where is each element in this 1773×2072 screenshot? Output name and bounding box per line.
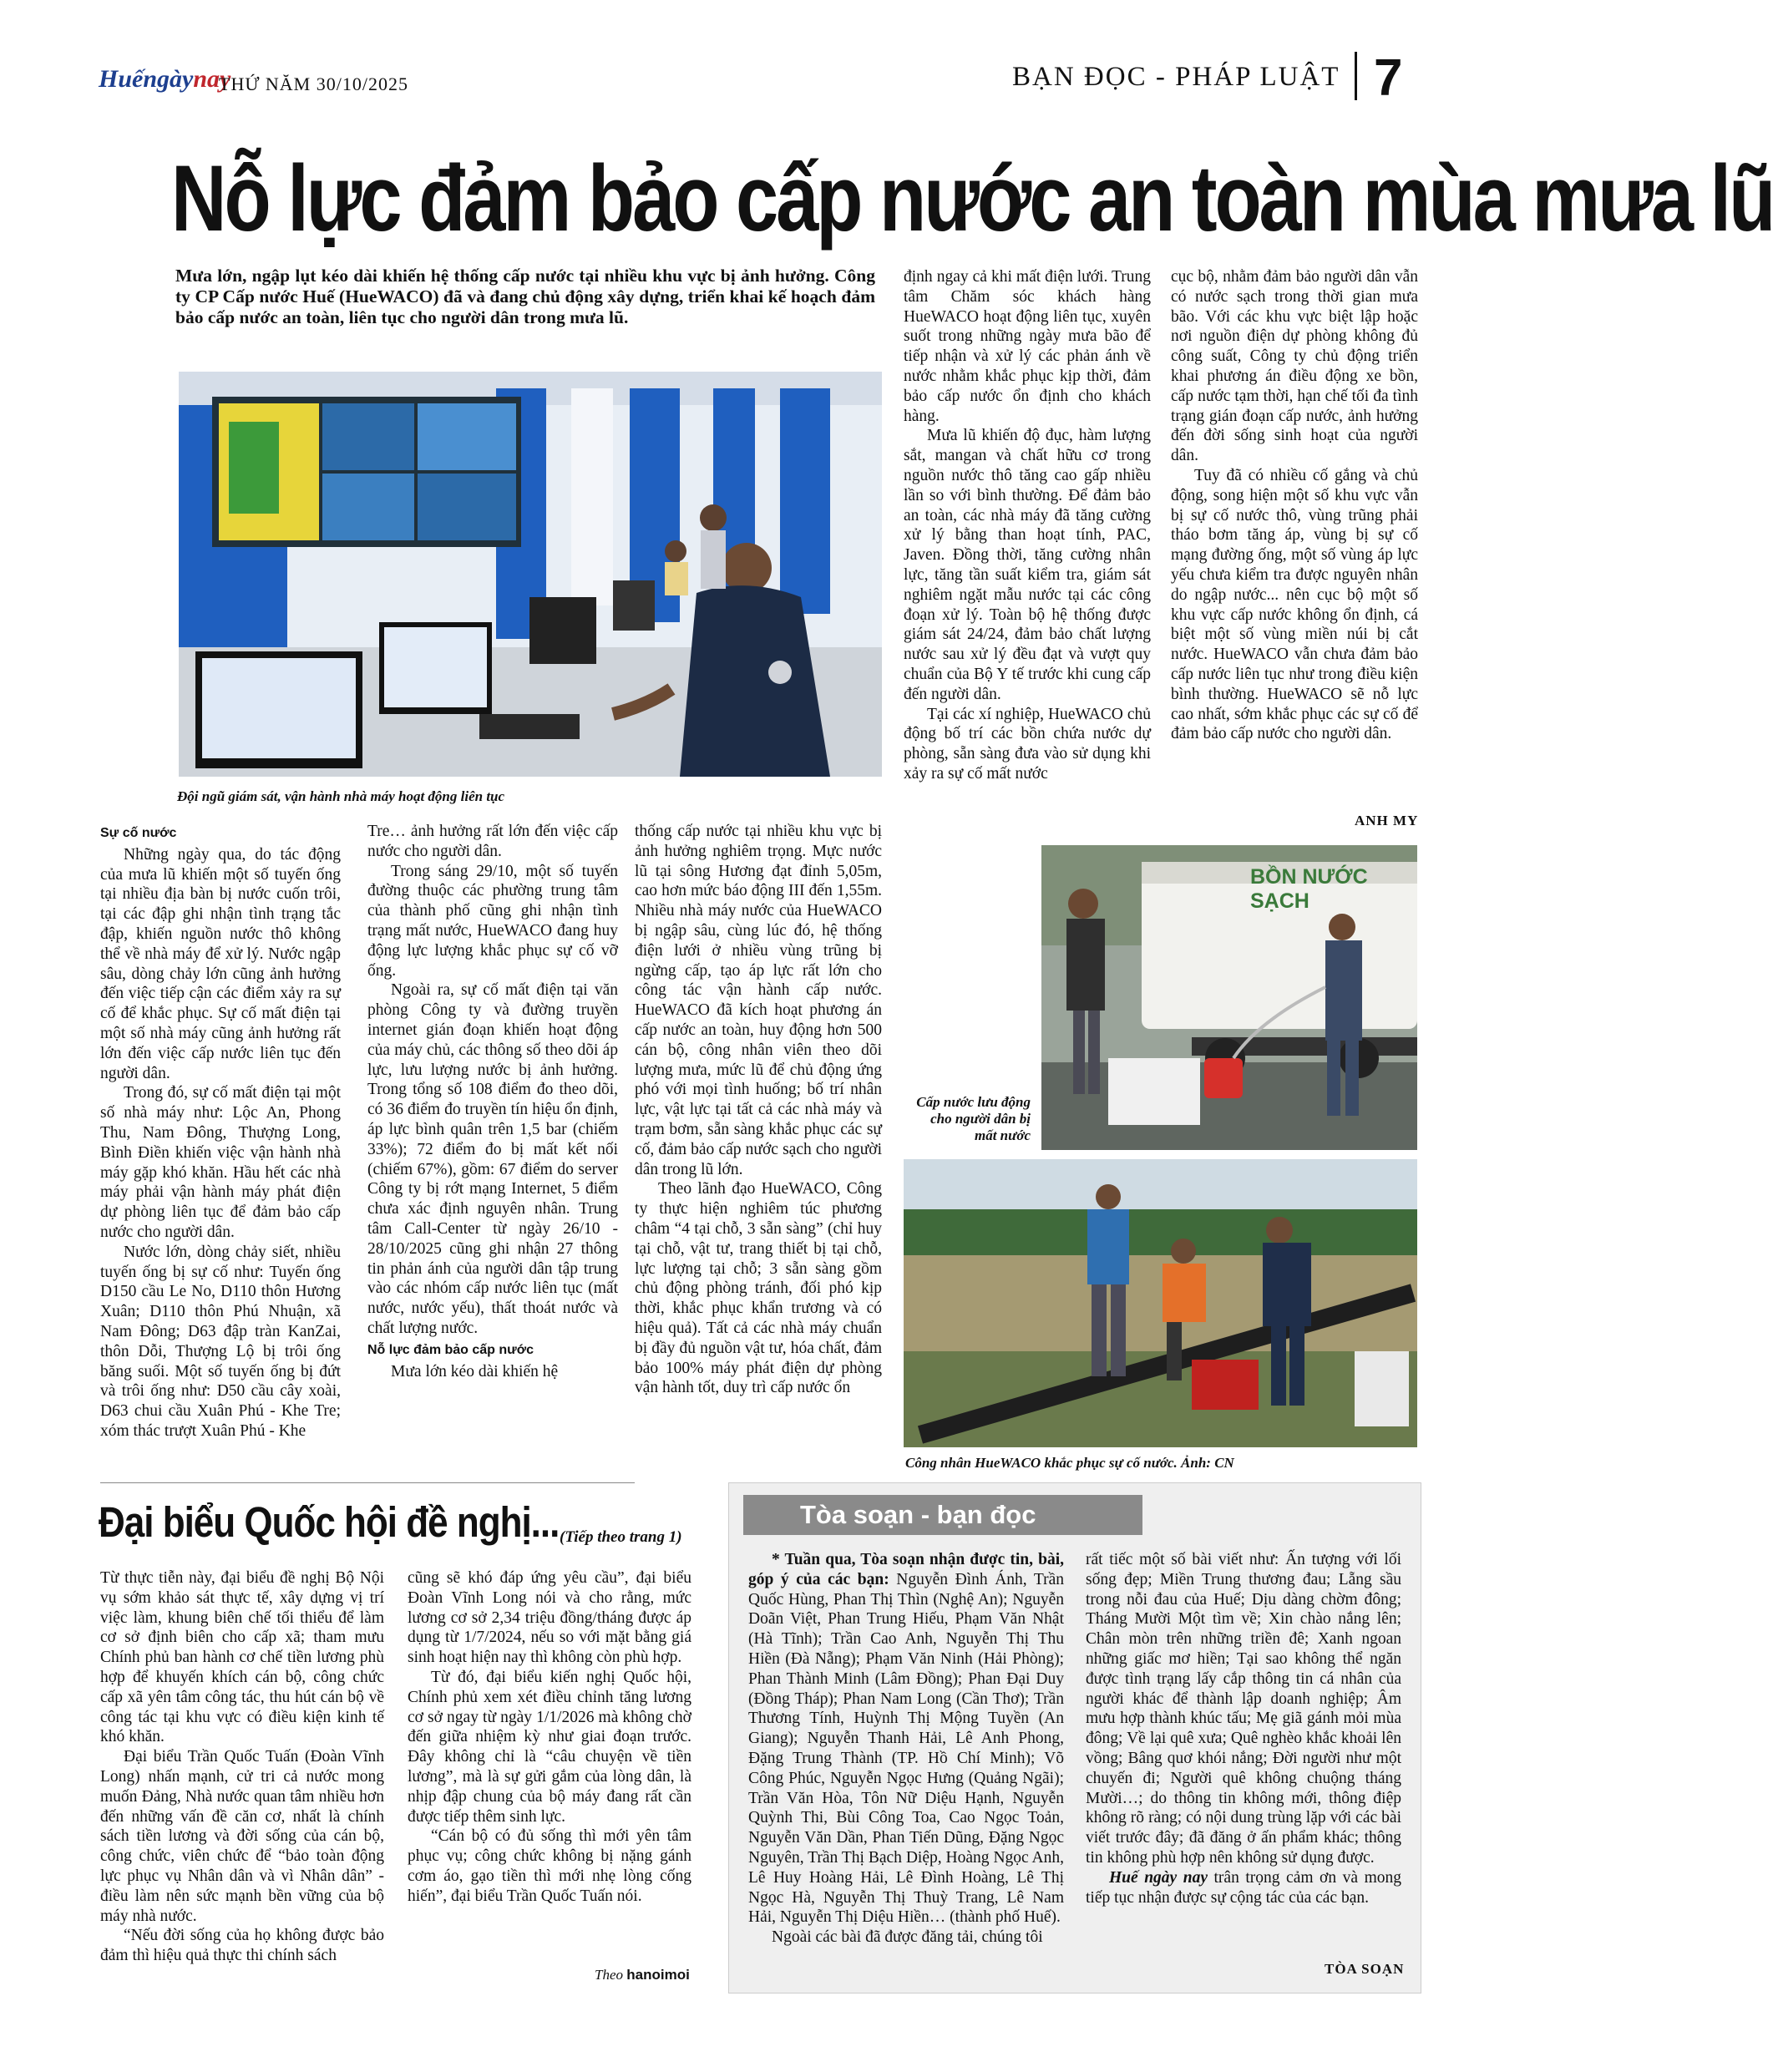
section-label: BẠN ĐỌC - PHÁP LUẬT <box>1012 62 1340 92</box>
paragraph: “Nếu đời sống của họ không được bảo đảm thì hiệu quả thực thi chính sách <box>100 1927 384 1965</box>
paragraph: Theo lãnh đạo HueWACO, Công ty thực hiện nghiêm túc phương châm “4 tại chỗ, 3 sẵn sàng” (chỉ huy tại chỗ, vật tư, trang thiết bị tại chỗ, lực lượng tại chỗ; 3 sẵn sàng gồm chủ động phòng tránh, đối phó kịp thời, khắc phục khẩn trương và có hiệu quả). Tất cả các nhà máy chuẩn bị đầy đủ nguồn vật tư, hóa chất, đảm bảo 100% máy phát điện dự phòng vận hành tốt, duy trì cấp nước ổn <box>635 1180 882 1397</box>
paragraph: Ngoài ra, sự cố mất điện tại văn phòng Công ty và đường truyền internet gián đoạn khiến hoạt động của máy chủ, các thông số theo dõi áp lực, lưu lượng nước bị ảnh hưởng. Trong tổng số 108 điểm đo theo dõi, có 36 điểm đo truyền tín hiệu ổn định, áp lực bình quân trên 1,5 bar (chiếm 33%); 72 điểm đo bị mất kết nối (chiếm 67%), gồm: 67 điểm do server Công ty bị rớt mạng Internet, 5 điểm chưa xác định nguyên nhân. Trung tâm Call-Center từ ngày 26/10 - 28/10/2025 cũng ghi nhận 27 thông tin phản ánh của người dân tập trung vào các nhóm cấp nước liên tục (mất nước, nước yếu), thất thoát nước và chất lượng nước. <box>367 981 618 1337</box>
article-column-1 <box>100 822 341 1441</box>
secondary-headline: Đại biểu Quốc hội đề nghị... <box>99 1499 560 1547</box>
letters-tab: Tòa soạn - bạn đọc <box>743 1495 1142 1535</box>
rejected-articles: rất tiếc một số bài viết như: Ấn tượng với lối sống đẹp; Miền Trung thương đau; Lẵng sầu trong nỗi đau của Huế; Dịu dàng chờm đông; Tháng Mười Một tìm về; Xin chào nắng lên; Chân mòn trên những triền đê; Xanh ngoan những giấc mơ hiền; Tại sao không thể ngăn được tình trạng lấy cắp thông tin cá nhân của người khác để thành lập doanh nghiệp; Âm mưu hợp thành khúc tấu; Mẹ giã gánh mỏi mùa đông; Về lại quê xưa; Quê nghèo khắc khoải lên vồng; Bâng quơ khói nắng; Đời người như một chuyến đi; Người quê không chuộng tháng Mười…; do thông tin không mới, thông điệp không rõ ràng; có nội dung trùng lặp với các bài viết trước đây; đã đăng ở ấn phẩm khác; thông tin không phù hợp nên không sử dụng được. <box>1086 1551 1401 1867</box>
article2-source <box>595 1967 690 1983</box>
paragraph: Tại các xí nghiệp, HueWACO chủ động bố trí các bồn chứa nước dự phòng, sẵn sàng đưa vào sử dụng khi xảy ra sự cố mất nước <box>904 705 1151 783</box>
photo-caption-pipe-repair: Công nhân HueWACO khắc phục sự cố nước. Ảnh: CN <box>905 1455 1234 1471</box>
photo-caption-control-room: Đội ngũ giám sát, vận hành nhà máy hoạt động liên tục <box>177 788 505 804</box>
thanks-text: trân trọng cảm ơn và mong tiếp tục nhận được sự cộng tác của các bạn. <box>1086 1868 1402 1907</box>
continued-note: (Tiếp theo trang 1) <box>560 1528 682 1546</box>
letters-signature: TÒA SOẠN <box>1325 1961 1405 1977</box>
subhead-su-co-nuoc: Sự cố nước <box>100 826 177 840</box>
photo-control-room <box>179 372 882 777</box>
letters-column-1 <box>748 1550 1064 1948</box>
contributors-list: Nguyễn Đình Ánh, Trần Quốc Hùng, Phan Thị Thìn (Nghệ An); Nguyễn Doãn Việt, Phan Trung Hiếu, Phạm Văn Nhật (Hà Tĩnh); Trần Cao Anh, Nguyễn Thị Thu Hiền (Đà Nẵng); Phạm Văn Ninh (Hải Phòng); Phan Thành Minh (Lâm Đồng); Phan Đại Duy (Đồng Tháp); Phan Nam Long (Cần Thơ); Trần Thương Tính, Huỳnh Thị Mộng Tuyền (An Giang); Nguyễn Thanh Hải, Lê Anh Phong, Đặng Trung Thành (TP. Hồ Chí Minh); Võ Công Phúc, Nguyễn Ngọc Hưng (Quảng Ngãi); Trần Văn Hòa, Tôn Nữ Diệu Hạnh, Nguyễn Quỳnh Thi, Bùi Công Toa, Cao Ngọc Toản, Nguyễn Văn Dần, Phan Tiến Dũng, Đặng Ngọc Nguyên, Trần Thị Bạch Diệp, Hoàng Ngọc Anh, Lê Huy Hoàng Hải, Lê Đình Hoàng, Lê Thị Ngọc Hà, Nguyễn Thị Thuỳ Trang, Lê Nam Hải, Nguyễn Thị Diệu Hiền… (thành phố Huế). <box>748 1570 1065 1927</box>
masthead-main: Huếngày <box>99 65 194 93</box>
paragraph: định ngay cả khi mất điện lưới. Trung tâm Chăm sóc khách hàng HueWACO hoạt động liên tục, xuyên suốt trong những ngày mưa bão để tiếp nhận và xử lý các phản ánh về nước nhằm khắc phục kịp thời, đảm bảo cấp nước ổn định cho khách hàng. <box>904 268 1151 425</box>
control-room-illustration <box>179 372 882 777</box>
paragraph: thống cấp nước tại nhiều khu vực bị ảnh hưởng nghiêm trọng. Mực nước lũ tại sông Hương đạt đỉnh 5,05m, cao hơn mức báo động III đến 1,55m. Nhiều nhà máy nước của HueWACO bị ngập sâu, cùng lúc đó, hệ thống điện lưới ở nhiều vùng trũng bị ngừng cấp, tạo áp lực rất lớn cho công tác vận hành cấp nước. HueWACO đã kích hoạt phương án cấp nước an toàn, huy động hơn 500 cán bộ, công nhân viên theo dõi lượng mưa, mức lũ để chủ động ứng phó với mọi tình huống; bố trí nhân lực, vật lực tại tất cả các nhà máy và trạm bơm, sẵn sàng khắc phục các sự cố, đảm bảo cấp nước sạch cho người dân trong lũ lớn. <box>635 823 882 1178</box>
pipe-repair-illustration <box>904 1159 1417 1447</box>
tank-label: BỒN NƯỚC SẠCH <box>1250 865 1368 913</box>
article2-column-2 <box>408 1568 691 1907</box>
main-headline: Nỗ lực đảm bảo cấp nước an toàn mùa mưa lũ <box>171 146 1773 251</box>
article-byline: ANH MY <box>1355 813 1419 828</box>
photo-pipe-repair <box>904 1159 1417 1447</box>
paragraph: Nước lớn, dòng chảy siết, nhiều tuyến ống bị sự cố như: Tuyến ống D150 cầu Le No, D110 thôn Hương Xuân; D110 thôn Phú Nhuận, xã Nam Đông; D63 đập tràn KanZai, thôn Dỗi, Thượng Lộ bị trôi ống băng suối. Một số tuyến ống bị đứt và trôi ống như: D50 cầu cây xoài, D63 chui cầu Xuân Phú - Khe Tre; xóm thác trượt Xuân Phú - Khe <box>100 1243 341 1440</box>
paragraph: Mưa lũ khiến độ đục, hàm lượng sắt, mangan và chất hữu cơ trong nguồn nước thô tăng cao gấp nhiều lần so với bình thường. Để đảm bảo an toàn, các nhà máy đã tăng cường xử lý bằng than hoạt tính, PAC, Javen. Đồng thời, tăng cường nhân lực, tăng tần suất kiểm tra, giám sát nghiêm ngặt mẫu nước tại các công đoạn xử lý. Toàn bộ hệ thống được giám sát 24/24, đảm bảo chất lượng nước sau xử lý đều đạt và vượt quy chuẩn của Bộ Y tế trước khi cung cấp đến người dân. <box>904 427 1151 703</box>
section-divider <box>100 1482 635 1483</box>
paragraph: Mưa lớn kéo dài khiến hệ <box>391 1362 559 1380</box>
paragraph: Những ngày qua, do tác động của mưa lũ khiến một số tuyến ống tại nhiều địa bàn bị nước cuốn trôi, tại các đập ghi nhận tình trạng tắc đập, khiến nguồn nước thô không thể về nhà máy để xử lý. Nước ngập sâu, dòng chảy lớn cũng ảnh hưởng đến việc tiếp cận các điểm xảy ra sự cố để khắc phục. Sự cố mất điện tại một số nhà máy cũng ảnh hưởng rất lớn đến việc cấp nước liên tục đến người dân. <box>100 845 341 1082</box>
source-label: Theo <box>595 1967 623 1983</box>
article-column-5 <box>1171 267 1418 744</box>
article-column-2 <box>367 822 618 1381</box>
paragraph: “Cán bộ có đủ sống thì mới yên tâm phục vụ; công chức không bị nặng gánh cơm áo, gạo tiền thì mới nhẹ lòng cống hiến”, đại biểu Trần Quốc Tuấn nói. <box>408 1827 691 1905</box>
masthead-logo <box>99 65 230 94</box>
paragraph: Trong sáng 29/10, một số tuyến đường thuộc các phường trung tâm của thành phố cũng ghi nhận tình trạng mất nước, HueWACO đang huy động lực lượng khắc phục sự cố vỡ ống. <box>367 862 618 980</box>
letters-closing-start: Ngoài các bài đã được đăng tải, chúng tôi <box>772 1928 1043 1947</box>
paragraph: Từ đó, đại biểu kiến nghị Quốc hội, Chính phủ xem xét điều chỉnh tăng lương cơ sở ngay từ ngày 1/1/2026 mà không chờ đến giữa nhiệm kỳ như giai đoạn trước. Đây không chỉ là “câu chuyện về tiền lương”, mà là sự gửi gắm của lòng dân, là nhịp đập chung của bộ máy đang rất cần được tiếp thêm sinh lực. <box>408 1668 691 1826</box>
article-column-3 <box>635 822 882 1398</box>
paragraph: Đại biểu Trần Quốc Tuấn (Đoàn Vĩnh Long) nhấn mạnh, cử tri cả nước mong muốn Đảng, Nhà nước quan tâm nhiều hơn đến những vấn đề căn cơ, nhất là chính sách tiền lương và đời sống của cán bộ, công chức, viên chức để “bảo toàn động lực phục vụ Nhân dân và vì Nhân dân” - điều làm nên sức mạnh bền vững của bộ máy nhà nước. <box>100 1748 384 1925</box>
source-name: hanoimoi <box>626 1967 690 1983</box>
article2-column-1 <box>100 1568 384 1966</box>
photo-caption-water-truck: Cấp nước lưu động cho người dân bị mất nước <box>916 1094 1031 1143</box>
paragraph: cũng sẽ khó đáp ứng yêu cầu”, đại biểu Đoàn Vĩnh Long nói và cho rằng, mức lương cơ sở 2,34 triệu đồng/tháng được áp dụng từ 1/7/2024, nếu so với mặt bằng giá sinh hoạt hiện nay thì không còn phù hợp. <box>408 1569 691 1667</box>
paragraph: Từ thực tiễn này, đại biểu đề nghị Bộ Nội vụ sớm khảo sát thực tế, xây dựng vị trí việc làm, khung biên chế tối thiểu để làm cơ sở định biên cho cấp xã; tham mưu Chính phủ ban hành cơ chế tiền lương phù hợp để khuyến khích cán bộ, công chức cấp xã yên tâm công tác, thu hút cán bộ về công tác tại khu vực có điều kiện kinh tế khó khăn. <box>100 1569 384 1746</box>
article-lead: Mưa lớn, ngập lụt kéo dài khiến hệ thống cấp nước tại nhiều khu vực bị ảnh hưởng. Công ty CP Cấp nước Huế (HueWACO) đã và đang chủ động xây dựng, triển khai kế hoạch đảm bảo cấp nước an toàn, liên tục cho người dân trong mưa lũ. <box>175 266 875 327</box>
header-divider <box>1355 52 1357 100</box>
article-column-4 <box>904 267 1151 784</box>
paragraph: Trong đó, sự cố mất điện tại một số nhà máy như: Lộc An, Phong Thu, Nam Đông, Thượng Long, Bình Điền khiến việc vận hành nhà máy gặp khó khăn. Hầu hết các nhà máy phải vận hành máy phát điện dự phòng liên tục để đảm bảo cấp nước cho người dân. <box>100 1084 341 1241</box>
issue-date: THỨ NĂM 30/10/2025 <box>219 73 408 94</box>
paragraph: Tuy đã có nhiều cố gắng và chủ động, song hiện một số khu vực vẫn bị sự cố nước thô, vùng trũng phải tháo bơm tăng áp, vùng bị sự cố mạng đường ống, một số vùng áp lực yếu chưa kiểm tra được nguyên nhân do ngập nước... nên cục bộ một số khu vực cấp nước không ổn định, cá biệt một số vùng miền núi bị cắt nước. HueWACO vẫn chưa đảm bảo cấp nước liên tục như trong điều kiện bình thường. HueWACO sẽ nỗ lực cao nhất, sớm khắc phục các sự cố để đảm bảo cấp nước cho người dân. <box>1171 466 1418 743</box>
letters-thanks <box>1086 1868 1401 1908</box>
paragraph: cục bộ, nhằm đảm bảo người dân vẫn có nước sạch trong thời gian mưa bão. Với các khu vực biệt lập hoặc nơi nguồn điện dự phòng không đủ công suất, Công ty chủ động triển khai phương án điều động xe bồn, cấp nước tạm thời, hạn chế tối đa tình trạng gián đoạn cấp nước, ảnh hưởng đến đời sống sinh hoạt của người dân. <box>1171 268 1418 465</box>
masthead-sub: nay <box>193 65 231 93</box>
page-number: 7 <box>1374 49 1403 107</box>
paragraph: Tre… ảnh hưởng rất lớn đến việc cấp nước cho người dân. <box>367 823 618 860</box>
subhead-no-luc: Nỗ lực đảm bảo cấp nước <box>367 1342 534 1357</box>
paper-name: Huế ngày nay <box>1109 1868 1208 1887</box>
letters-body <box>748 1550 1064 1928</box>
letters-intro: * Tuần qua, Tòa soạn nhận được tin, bài, góp ý của các bạn: <box>748 1551 1064 1588</box>
letters-column-2 <box>1086 1550 1401 1907</box>
photo-water-truck <box>1041 845 1417 1150</box>
